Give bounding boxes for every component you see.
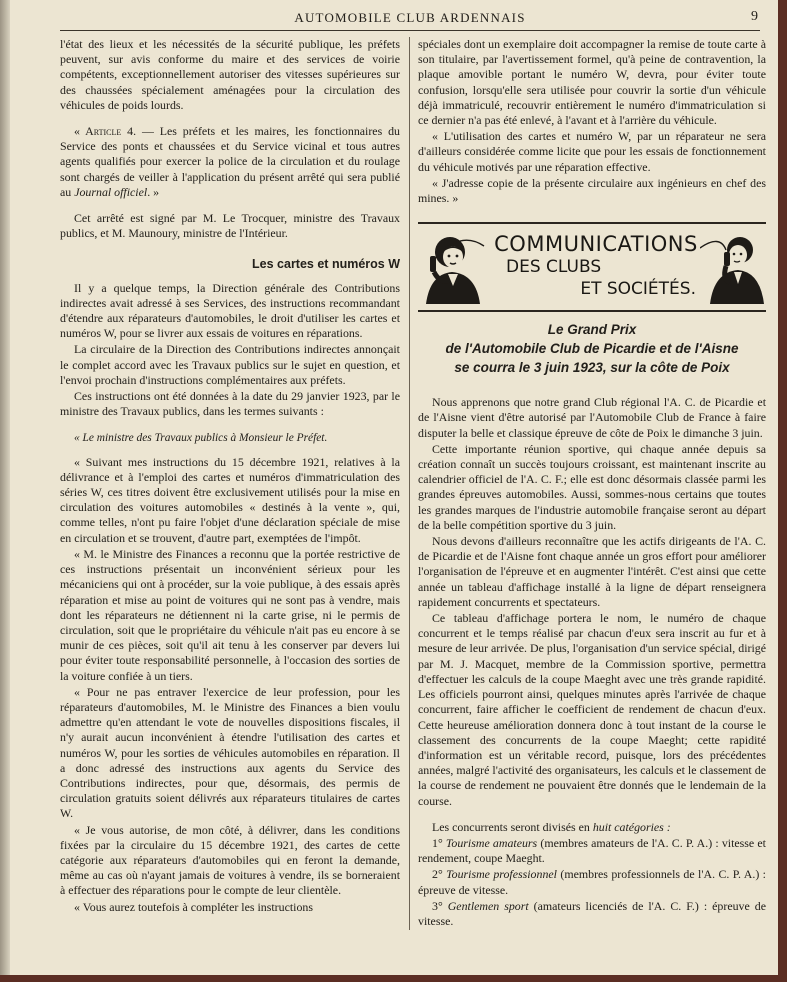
category-name: Tourisme professionnel [446,867,557,882]
paragraph: « Pour ne pas entraver l'exercice de leur profession, pour les réparateurs d'automobiles, M. le Ministre des Finances a bien voulu admettre qu'en attendant le vote de nouvelles dispositions fiscales, il n'y aurait aucun inconvénient à étendre l'utilisation des cartes et numéros W, pour les sorties de véhicules automobiles en réparation. Il a donc adressé des instructions aux agents du Service des Contributions indirectes, pour que, désormais, des permis de circulation gratuits soient délivrés aux réparateurs titulaires de cartes W. [60,684,400,821]
paragraph: Nous apprenons que notre grand Club régional l'A. C. de Picardie et de l'Aisne vient d'être autorisé par l'Automobile Club de France à faire disputer la belle et classique épreuve de côte de Poix le dimanche 3 juin. [418,395,766,440]
article-4-paragraph [60,124,400,200]
paragraph: La circulaire de la Direction des Contributions indirectes annonçait le complet accord avec les Travaux publics sur le sujet en question, et l'envoi prochain d'instructions complémentaires aux préfets. [60,342,400,387]
right-column [418,37,766,930]
paragraph: Cet arrêté est signé par M. Le Trocquer, ministre des Travaux publics, et M. Maunoury, ministre de l'Intérieur. [60,211,400,241]
article-lead: « Article 4. [74,124,137,139]
letter-salutation: « Le ministre des Travaux publics à Monsieur le Préfet. [74,432,328,445]
paragraph: « J'adresse copie de la présente circulaire aux ingénieurs en chef des mines. » [418,175,766,206]
paragraph: « Je vous autorise, de mon côté, à délivrer, dans les conditions fixées par la circulaire du 15 décembre 1921, des cartes de cette catégorie aux réparateurs d'automobiles qui en feront la demande, même au cas où n'ayant jamais de voitures à vendre, ils se borneraient à effectuer des réparations pour le compte de leur clientèle. [60,822,400,898]
grand-prix-title-line-1: Le Grand Prix [547,322,637,338]
column-divider [409,37,410,930]
telephone-caller-right-illustration [700,230,766,304]
page-gutter [0,0,10,975]
banner-line-1: COMMUNICATIONS [494,232,698,257]
categories-intro-text: Les concurrents seront divisés en [432,819,593,834]
section-heading: Les cartes et numéros W [252,257,400,272]
category-name: Tourisme amateurs [445,835,538,850]
grand-prix-title-line-2: de l'Automobile Club de Picardie et de l'Aisne [445,341,739,357]
category-item [418,899,766,929]
paragraph: Cette importante réunion sportive, qui chaque année depuis sa création connaît un succès toujours croissant, est maintenant inscrite au calendrier officiel de l'A. C. F.; elle est donc désormais classée parmi les grandes épreuves automobiles. Aussi, sommes-nous certains que toutes les grandes marques de l'industrie automobile française seront au départ de la belle compétition sportive du 3 juin. [418,441,766,532]
article-end: . » [147,184,160,199]
category-text: (membres amateurs de l'A. C. P. A.) : vitesse et rendement, coupe Maeght. [418,835,766,866]
paragraph: spéciales dont un exemplaire doit accompagner la remise de toute carte à son titulaire, par l'avertissement formel, qu'à peine de contravention, la plaque amovible portant le numéro W, devra, pour éviter toute confusion, lorsqu'elle sera utilisée pour couvrir la sortie d'un véhicule déjà immatriculé, recouvrir entièrement le numéro d'immatriculation si ce dernier n'a pas été enlevé, à l'avant et à l'arrière du véhicule. [418,37,766,128]
paragraph: Ce tableau d'affichage portera le nom, le numéro de chaque concurrent et le temps réalisé par chacun d'eux sera inscrit au fur et à mesure de leur arrivée. De plus, l'organisation d'un service spécial, dirigé par M. J. Macquet, membre de la Commission sportive, permettra d'effectuer les calculs de la coupe Maeght avec une très grande rapidité. Les officiels pourront ainsi, quelques minutes après l'arrivée de chaque concurrent, faire afficher le coefficient de rendement de chacun d'eux. Cette heureuse amélioration donnera donc à tout instant de la course le classement des concurrents de la coupe Maeght; cette rapidité d'information est un véritable record, puisque, lors des précédentes années, malgré l'activité des organisateurs, les calculs et le classement de la course de rendement ne pouvaient être donnés que le lendemain de la course. [418,611,766,808]
category-text: (amateurs licenciés de l'A. C. F.) : épreuve de vitesse. [418,898,766,928]
page-number: 9 [751,9,758,24]
paragraph: Ces instructions ont été données à la date du 29 janvier 1923, par le ministre des Travaux publics, dans les termes suivants : [60,389,400,419]
left-column [60,37,400,916]
paragraph: Il y a quelque temps, la Direction générale des Contributions indirectes avait adressé à ses Services, des instructions recommandant d'étendre aux réparateurs d'automobiles, le droit d'utiliser les cartes et numéros W, pour se livrer aux essais de voitures en réparations. [60,280,400,341]
category-item [418,836,766,866]
category-text: (membres professionnels de l'A. C. P. A.) : épreuve de vitesse. [418,867,766,897]
paragraph: « M. le Ministre des Finances a reconnu que la portée restrictive de ces instructions présentait un inconvénient sérieux pour les mécaniciens qui ont à procéder, sur la voie publique, à des essais après réparation et mise au point de voitures qui ne sont pas à vendre, mais dont les réparateurs ne détiennent ni la carte grise, ni le permis de circulation, soit que le propriétaire du véhicule n'ait pas eu encore à se munir de ces pièces, soit qu'il ait tenu à les conserver par devers lui pour éviter toute responsabilité personnelle, à l'occasion des sorties de la voiture confiée à un tiers. [60,546,400,683]
paragraph: « L'utilisation des cartes et numéro W, par un réparateur ne sera d'ailleurs considérée comme licite que pour les essais de fonctionnement du véhicule motivés par une réparation effective. [418,129,766,174]
telephone-caller-left-illustration [420,230,486,304]
paragraph: Nous devons d'ailleurs reconnaître que les actifs dirigeants de l'A. C. de Picardie et de l'Aisne font chaque année un gros effort pour améliorer l'organisation de l'épreuve et en augmenter l'intérêt. C'est ainsi que cette année un tableau d'affichage installé à la ligne de départ renseignera rapidement concurrents et spectateurs. [418,534,766,609]
grand-prix-title-line-3: se courra le 3 juin 1923, sur la côte de Poix [454,360,730,376]
category-number: 1° [432,835,443,850]
paragraph: « Vous aurez toutefois à compléter les instructions [74,899,313,914]
category-number: 2° [432,867,443,882]
article-text: — Les préfets et les maires, les fonctionnaires du Service des ponts et chaussées et du Service vicinal et tous autres agents qualifiés pour exercer la police de la circulation et du roulage sont chargés de veiller à l'application du présent arrêté qui sera publié au [60,124,400,199]
categories-intro [418,820,766,835]
category-item [418,867,766,897]
journal-officiel: Journal officiel [74,184,148,199]
running-head: AUTOMOBILE CLUB ARDENNAIS [294,10,526,25]
banner-line-2: DES CLUBS [506,257,602,278]
page-header [60,8,760,31]
paragraph: l'état des lieux et les nécessités de la sécurité publique, les préfets peuvent, sur avis conforme du maire et des services de voirie compétents, exceptionnellement autoriser des vitesses supérieures sur des chaussées spécialement aménagées pour la circulation des véhicules de poids lourds. [60,37,400,112]
category-name: Gentlemen sport [447,898,529,913]
grand-prix-title [418,320,766,377]
paragraph: « Suivant mes instructions du 15 décembre 1921, relatives à la délivrance et à l'emploi des cartes et numéros d'immatriculation des séries W, ces titres doivent être exclusivement utilisés pour la mise en circulation des voitures automobiles « destinés à la vente », qui, comme telles, n'ont pu faire l'objet d'une déclaration spéciale de mise en circulation et se trouvent, d'autre part, exemptées de l'impôt. [60,454,400,545]
communications-banner [418,222,766,312]
banner-line-3: ET SOCIÉTÉS. [580,279,696,300]
banner-text [488,232,704,300]
categories-count: huit catégories : [592,819,671,834]
category-number: 3° [432,898,443,913]
